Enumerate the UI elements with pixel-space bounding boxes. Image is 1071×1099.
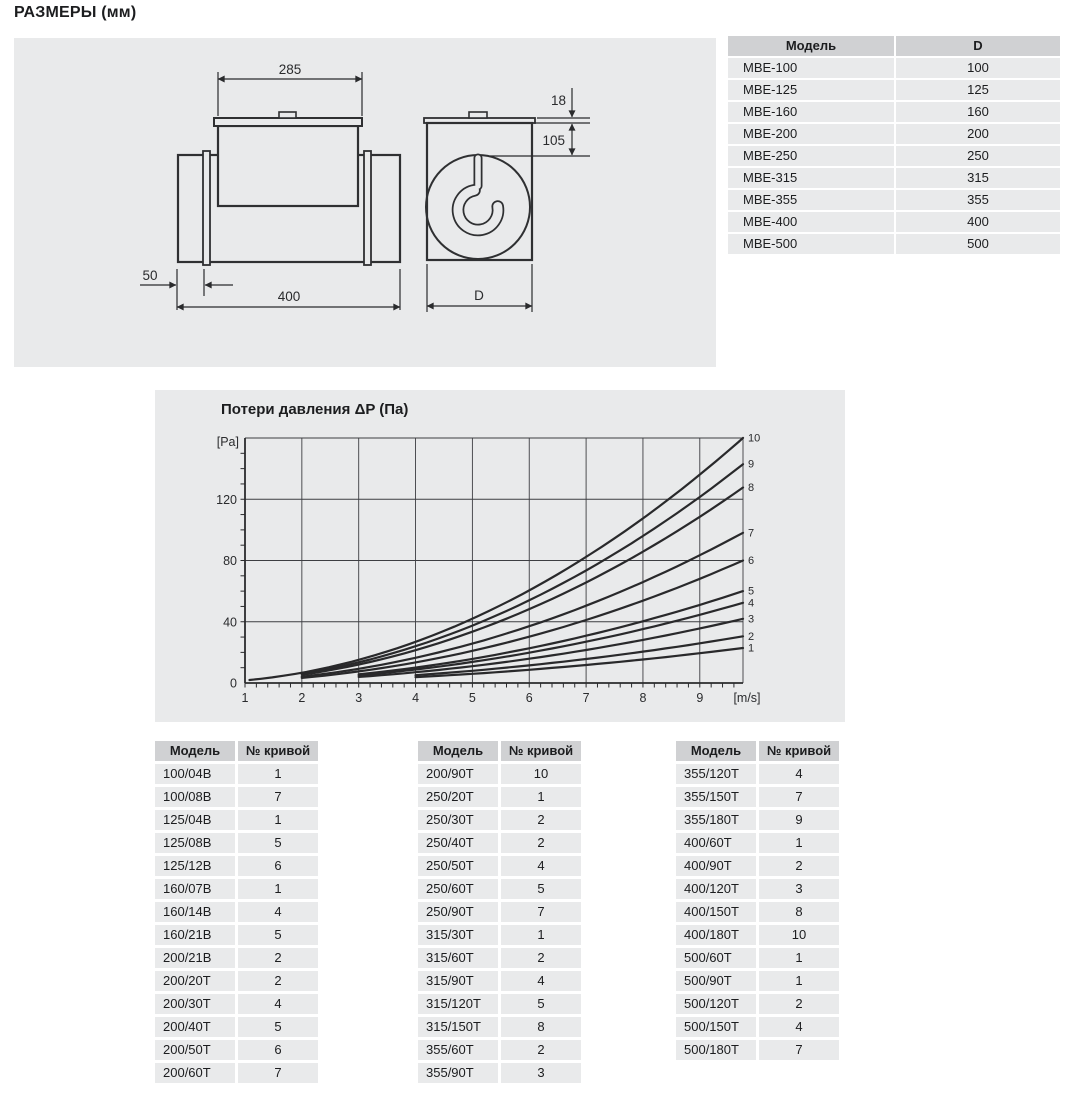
model-cell: 200/30Т: [155, 994, 235, 1014]
x-tick-label: 2: [298, 691, 306, 705]
model-cell: 250/30Т: [418, 810, 498, 830]
model-cell: 500/90Т: [676, 971, 756, 991]
model-cell: 200/50Т: [155, 1040, 235, 1060]
value-cell: 8: [501, 1017, 581, 1037]
value-cell: 7: [238, 787, 318, 807]
value-cell: 6: [238, 856, 318, 876]
model-cell: 400/60Т: [676, 833, 756, 853]
model-cell: 400/120Т: [676, 879, 756, 899]
value-cell: 100: [896, 58, 1060, 78]
model-cell: 315/90Т: [418, 971, 498, 991]
value-cell: 1: [759, 971, 839, 991]
value-cell: 4: [759, 1017, 839, 1037]
header-cell: Модель: [155, 741, 235, 761]
y-tick-label: 0: [230, 676, 237, 691]
model-cell: 355/150Т: [676, 787, 756, 807]
model-cell: 500/150Т: [676, 1017, 756, 1037]
header-cell: Модель: [728, 36, 894, 56]
header-cell: Модель: [676, 741, 756, 761]
value-cell: 2: [238, 948, 318, 968]
value-cell: 5: [238, 1017, 318, 1037]
x-tick-label: 3: [355, 691, 363, 705]
x-tick-label: 4: [412, 691, 420, 705]
value-cell: 1: [759, 948, 839, 968]
curve-10: [250, 438, 744, 680]
value-cell: 10: [501, 764, 581, 784]
curve-label-2: 2: [748, 630, 755, 643]
model-cell: 315/60Т: [418, 948, 498, 968]
value-cell: 2: [501, 1040, 581, 1060]
model-cell: 400/180Т: [676, 925, 756, 945]
x-tick-labels: [242, 691, 761, 705]
value-cell: 10: [759, 925, 839, 945]
model-cell: 125/04В: [155, 810, 235, 830]
model-cell: 200/90Т: [418, 764, 498, 784]
model-cell: МВЕ-125: [728, 80, 894, 100]
value-cell: 1: [238, 764, 318, 784]
model-cell: 500/120Т: [676, 994, 756, 1014]
y-tick-label: 120: [216, 492, 237, 507]
header-cell: Модель: [418, 741, 498, 761]
value-cell: 1: [501, 787, 581, 807]
y-tick-label: 80: [223, 554, 237, 568]
value-cell: 8: [759, 902, 839, 922]
value-cell: 5: [238, 833, 318, 853]
value-cell: 7: [759, 1040, 839, 1060]
model-cell: 315/150Т: [418, 1017, 498, 1037]
y-axis-unit: [Pa]: [216, 435, 239, 449]
x-tick-label: 5: [468, 691, 476, 705]
model-cell: 355/120Т: [676, 764, 756, 784]
model-cell: 500/180Т: [676, 1040, 756, 1060]
chart-panel: [155, 390, 845, 722]
size-table: [728, 36, 1060, 254]
model-cell: 250/60Т: [418, 879, 498, 899]
end-handle: [469, 112, 487, 118]
model-cell: 400/150Т: [676, 902, 756, 922]
x-axis-unit: [m/s]: [733, 691, 761, 705]
value-cell: 2: [759, 994, 839, 1014]
curve-label-1: 1: [748, 642, 755, 655]
value-cell: 1: [238, 810, 318, 830]
model-cell: 160/14В: [155, 902, 235, 922]
value-cell: 5: [501, 879, 581, 899]
model-cell: МВЕ-200: [728, 124, 894, 144]
curve-table-1: [155, 741, 318, 1083]
dim-width-top: 285: [278, 62, 302, 77]
model-cell: 250/40Т: [418, 833, 498, 853]
model-cell: МВЕ-315: [728, 168, 894, 188]
x-tick-label: 7: [582, 691, 590, 705]
value-cell: 5: [238, 925, 318, 945]
model-cell: 200/21В: [155, 948, 235, 968]
header-cell: № кривой: [238, 741, 318, 761]
curve-label-8: 8: [748, 482, 755, 495]
pressure-curves: [250, 438, 744, 680]
y-tick-label: 40: [223, 615, 237, 630]
x-tick-label: 9: [696, 691, 704, 705]
value-cell: 3: [759, 879, 839, 899]
value-cell: 7: [501, 902, 581, 922]
model-cell: 400/90Т: [676, 856, 756, 876]
header-cell: № кривой: [759, 741, 839, 761]
model-cell: 315/120Т: [418, 994, 498, 1014]
dimensions-drawing-panel: [14, 38, 716, 367]
dim-offset: 50: [142, 268, 158, 283]
dim-diameter: D: [474, 288, 484, 303]
value-cell: 2: [501, 948, 581, 968]
model-cell: 315/30Т: [418, 925, 498, 945]
model-cell: 250/50Т: [418, 856, 498, 876]
value-cell: 2: [501, 810, 581, 830]
page-title: РАЗМЕРЫ (мм): [14, 4, 137, 21]
model-cell: МВЕ-250: [728, 146, 894, 166]
model-cell: 200/60Т: [155, 1063, 235, 1083]
model-cell: 250/90Т: [418, 902, 498, 922]
curve-table-3: [676, 741, 839, 1060]
model-cell: 160/21В: [155, 925, 235, 945]
model-cell: 100/04В: [155, 764, 235, 784]
dim-length: 400: [277, 289, 301, 304]
value-cell: 500: [896, 234, 1060, 254]
model-cell: МВЕ-160: [728, 102, 894, 122]
value-cell: 1: [501, 925, 581, 945]
lid-handle: [279, 112, 296, 118]
value-cell: 2: [759, 856, 839, 876]
header-cell: D: [896, 36, 1060, 56]
curve-label-5: 5: [748, 585, 755, 598]
model-cell: 125/12В: [155, 856, 235, 876]
value-cell: 1: [759, 833, 839, 853]
model-cell: 355/60Т: [418, 1040, 498, 1060]
curve-label-9: 9: [748, 458, 755, 471]
value-cell: 4: [501, 971, 581, 991]
curve-label-10: 10: [748, 432, 761, 445]
value-cell: 1: [238, 879, 318, 899]
dimension-drawing: [14, 38, 716, 367]
curve-4: [359, 603, 743, 676]
side-view: [178, 112, 400, 265]
value-cell: 250: [896, 146, 1060, 166]
minor-ticks: [241, 453, 734, 687]
model-cell: МВЕ-100: [728, 58, 894, 78]
value-cell: 355: [896, 190, 1060, 210]
model-cell: 250/20Т: [418, 787, 498, 807]
curve-9: [302, 464, 743, 674]
x-tick-label: 8: [639, 691, 647, 705]
model-cell: МВЕ-500: [728, 234, 894, 254]
y-tick-labels: [216, 435, 239, 691]
value-cell: 160: [896, 102, 1060, 122]
curve-label-4: 4: [748, 597, 755, 610]
curve-table-2: [418, 741, 581, 1083]
curve-number-labels: [748, 433, 760, 655]
model-cell: МВЕ-400: [728, 212, 894, 232]
model-cell: 200/20Т: [155, 971, 235, 991]
model-cell: 125/08В: [155, 833, 235, 853]
model-cell: 500/60Т: [676, 948, 756, 968]
model-cell: 100/08В: [155, 787, 235, 807]
value-cell: 3: [501, 1063, 581, 1083]
flange-left: [203, 151, 210, 265]
value-cell: 315: [896, 168, 1060, 188]
terminal-box-body: [218, 126, 358, 206]
flange-right: [364, 151, 371, 265]
value-cell: 400: [896, 212, 1060, 232]
end-view: [424, 112, 535, 260]
value-cell: 9: [759, 810, 839, 830]
dim-lid: 18: [550, 93, 566, 108]
value-cell: 4: [501, 856, 581, 876]
value-cell: 125: [896, 80, 1060, 100]
value-cell: 4: [238, 994, 318, 1014]
curve-label-7: 7: [748, 527, 755, 540]
model-cell: 355/180Т: [676, 810, 756, 830]
x-tick-label: 1: [241, 691, 249, 705]
value-cell: 5: [501, 994, 581, 1014]
value-cell: 2: [501, 833, 581, 853]
x-tick-label: 6: [525, 691, 533, 705]
model-cell: 355/90Т: [418, 1063, 498, 1083]
model-cell: МВЕ-355: [728, 190, 894, 210]
pressure-loss-chart: [155, 390, 845, 722]
value-cell: 7: [759, 787, 839, 807]
curve-label-3: 3: [748, 613, 755, 626]
value-cell: 7: [238, 1063, 318, 1083]
curve-label-6: 6: [748, 554, 755, 567]
model-cell: 160/07В: [155, 879, 235, 899]
value-cell: 4: [238, 902, 318, 922]
header-cell: № кривой: [501, 741, 581, 761]
model-cell: 200/40Т: [155, 1017, 235, 1037]
dim-height: 105: [542, 133, 565, 148]
value-cell: 2: [238, 971, 318, 991]
terminal-box-lid: [214, 118, 362, 126]
value-cell: 200: [896, 124, 1060, 144]
value-cell: 4: [759, 764, 839, 784]
chart-title: Потери давления ΔP (Па): [221, 401, 409, 418]
value-cell: 6: [238, 1040, 318, 1060]
